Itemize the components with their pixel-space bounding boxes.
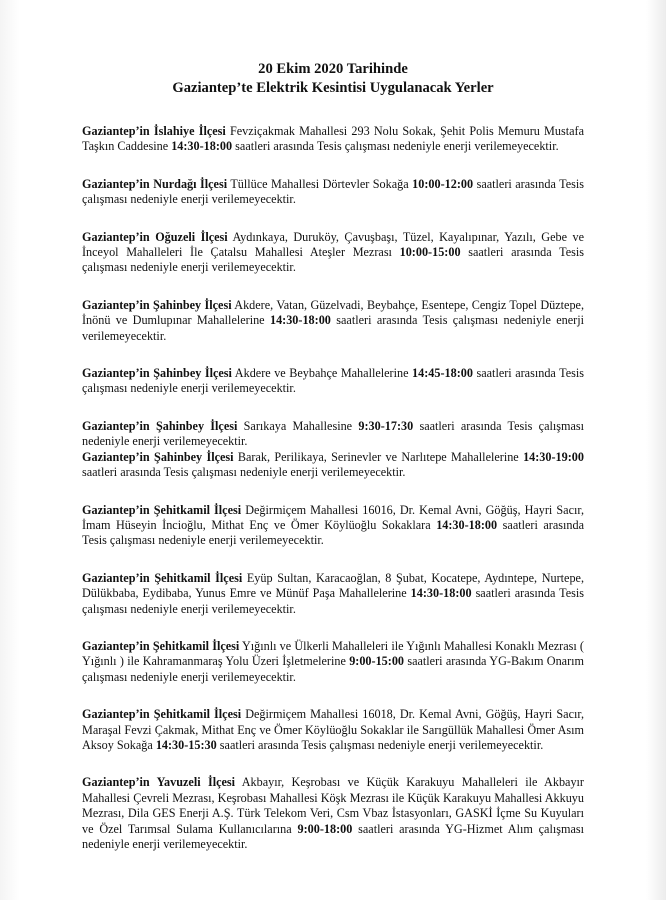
reason-text: saatleri arasında Tesis çalışması nedeniyle enerji verilemeyecektir. — [82, 366, 585, 396]
location-text: Akdere ve Beybahçe Mahallelerine — [231, 366, 413, 381]
district-name: Gaziantep’in Şehitkamil İlçesi — [82, 638, 240, 653]
location-text: Aydınkaya, Duruköy, Çavuşbaşı, Tüzel, Kayalıpınar, Yazılı, Gebe ve İnceyol Mahalleleri İle Çatalsu Mahallesi Ateşler Mezrası — [82, 229, 584, 260]
district-name: Gaziantep’in Şahinbey İlçesi — [82, 297, 232, 312]
outage-entry — [82, 775, 584, 852]
outage-entry — [82, 230, 584, 276]
outage-entry — [82, 707, 584, 753]
district-name: Gaziantep’in Nurdağı İlçesi — [82, 176, 228, 191]
reason-text: saatleri arasında Tesis çalışması nedeniyle enerji verilemeyecektir. — [82, 517, 585, 548]
district-name: Gaziantep’in Şehitkamil İlçesi — [82, 707, 242, 722]
outage-time: 9:30-17:30 — [358, 418, 414, 433]
reason-text: saatleri arasında Tesis çalışması nedeniyle enerji verilemeyecektir. — [82, 586, 584, 616]
district-name: Gaziantep’in Yavuzeli İlçesi — [82, 775, 236, 790]
outage-entry — [82, 450, 584, 481]
reason-text: saatleri arasında Tesis çalışması nedeniyle enerji verilemeyecektir. — [82, 245, 584, 275]
district-name: Gaziantep’in Şahinbey İlçesi — [82, 366, 232, 381]
outage-time: 10:00-15:00 — [399, 245, 461, 260]
district-name: Gaziantep’in Oğuzeli İlçesi — [82, 229, 228, 244]
location-text: Akbayır, Keşrobası ve Küçük Karakuyu Mahalleleri ile Akbayır Mahallesi Çevreli Mezrası, Keşrobası Mahallesi Köşk Mezrası ile Küçük Karakuyu Mahallesi Akkuyu Mezrası, Dila GES Enerji A.Ş. Türk Telekom Veri, Csm Vbaz İstasyonları, GASKİ İçme Su Kuyuları ve Özel Tarımsal Sulama Kullanıcılarına — [82, 775, 584, 836]
outage-time: 14:45-18:00 — [412, 366, 473, 381]
outage-entry — [82, 639, 584, 685]
reason-text: saatleri arasında Tesis çalışması nedeniyle enerji verilemeyecektir. — [232, 139, 559, 154]
reason-text: saatleri arasında Tesis çalışması nedeniyle enerji verilemeyecektir. — [216, 737, 544, 752]
outage-time: 14:30-18:00 — [410, 586, 472, 601]
outage-time: 14:30-15:30 — [155, 737, 217, 752]
outage-time: 9:00-15:00 — [349, 654, 405, 669]
title-date-line: 20 Ekim 2020 Tarihinde — [258, 61, 408, 77]
district-name: Gaziantep’in Şahinbey İlçesi — [82, 418, 238, 433]
location-text: Yığınlı ve Ülkerli Mahalleleri ile Yığınlı Mahallesi Konaklı Mezrası ( Yığınlı ) ile Kahramanmaraş Yolu Üzeri İşletmelerine — [82, 638, 584, 669]
outage-entry — [82, 366, 584, 397]
district-name: Gaziantep’in Şehitkamil İlçesi — [82, 502, 242, 517]
reason-text: saatleri arasında Tesis çalışması nedeniyle enerji verilemeyecektir. — [82, 313, 584, 343]
outage-entry — [82, 177, 584, 208]
reason-text: saatleri arasında Tesis çalışması nedeniyle enerji verilemeyecektir. — [82, 418, 585, 449]
outage-entry — [82, 124, 584, 155]
outage-entry — [82, 503, 584, 549]
outage-entry — [82, 571, 584, 617]
location-text: Değirmiçem Mahallesi 16018, Dr. Kemal Avni, Göğüş, Hayri Sacır, Maraşal Fevzi Çakmak, Mithat Enç ve Ömer Köylüoğlu Sokaklar ile Sarıgüllük Mahallesi Ömer Asım Aksoy Sokağa — [82, 707, 584, 752]
location-text: Değirmiçem Mahallesi 16016, Dr. Kemal Avni, Göğüş, Hayri Sacır, İmam Hüseyin İncioğlu, Mithat Enç ve Ömer Köylüoğlu Sokaklara — [82, 502, 584, 532]
district-name: Gaziantep’in Şehitkamil İlçesi — [82, 570, 243, 585]
location-text: Tüllüce Mahallesi Dörtevler Sokağa — [227, 176, 413, 191]
location-text: Akdere, Vatan, Güzelvadi, Beybahçe, Esentepe, Cengiz Topel Düztepe, İnönü ve Dumlupınar Mahallelerine — [82, 297, 584, 328]
location-text: Fevziçakmak Mahallesi 293 Nolu Sokak, Şehit Polis Memuru Mustafa Taşkın Caddesine — [82, 124, 584, 154]
outage-time: 14:30-18:00 — [171, 139, 233, 154]
outage-time: 9:00-18:00 — [297, 821, 353, 836]
location-text: Barak, Perilikaya, Serinevler ve Narlıtepe Mahallelerine — [233, 449, 524, 464]
title-subject-line: Gaziantep’te Elektrik Kesintisi Uygulanacak Yerler — [172, 80, 494, 96]
reason-text: saatleri arasında Tesis çalışması nedeniyle enerji verilemeyecektir. — [82, 465, 406, 480]
district-name: Gaziantep’in İslahiye İlçesi — [82, 124, 226, 138]
reason-text: saatleri arasında Tesis çalışması nedeniyle enerji verilemeyecektir. — [82, 176, 584, 207]
outage-time: 10:00-12:00 — [412, 176, 474, 191]
reason-text: saatleri arasında YG-Bakım Onarım çalışması nedeniyle enerji verilemeyecektir. — [82, 654, 584, 684]
district-name: Gaziantep’in Şahinbey İlçesi — [82, 449, 234, 464]
outage-entry — [82, 298, 584, 344]
outage-time: 14:30-18:00 — [436, 517, 498, 532]
outage-entry — [82, 419, 584, 450]
location-text: Eyüp Sultan, Karacaoğlan, 8 Şubat, Kocatepe, Aydıntepe, Nurtepe, Dülükbaba, Eydibaba, Yunus Emre ve Münüf Paşa Mahallelerine — [82, 570, 584, 601]
outage-time: 14:30-18:00 — [269, 313, 331, 328]
document-title — [82, 60, 584, 98]
location-text: Sarıkaya Mahallesine — [237, 418, 359, 433]
reason-text: saatleri arasında YG-Hizmet Alım çalışması nedeniyle enerji verilemeyecektir. — [82, 821, 585, 851]
outage-time: 14:30-19:00 — [523, 449, 584, 464]
